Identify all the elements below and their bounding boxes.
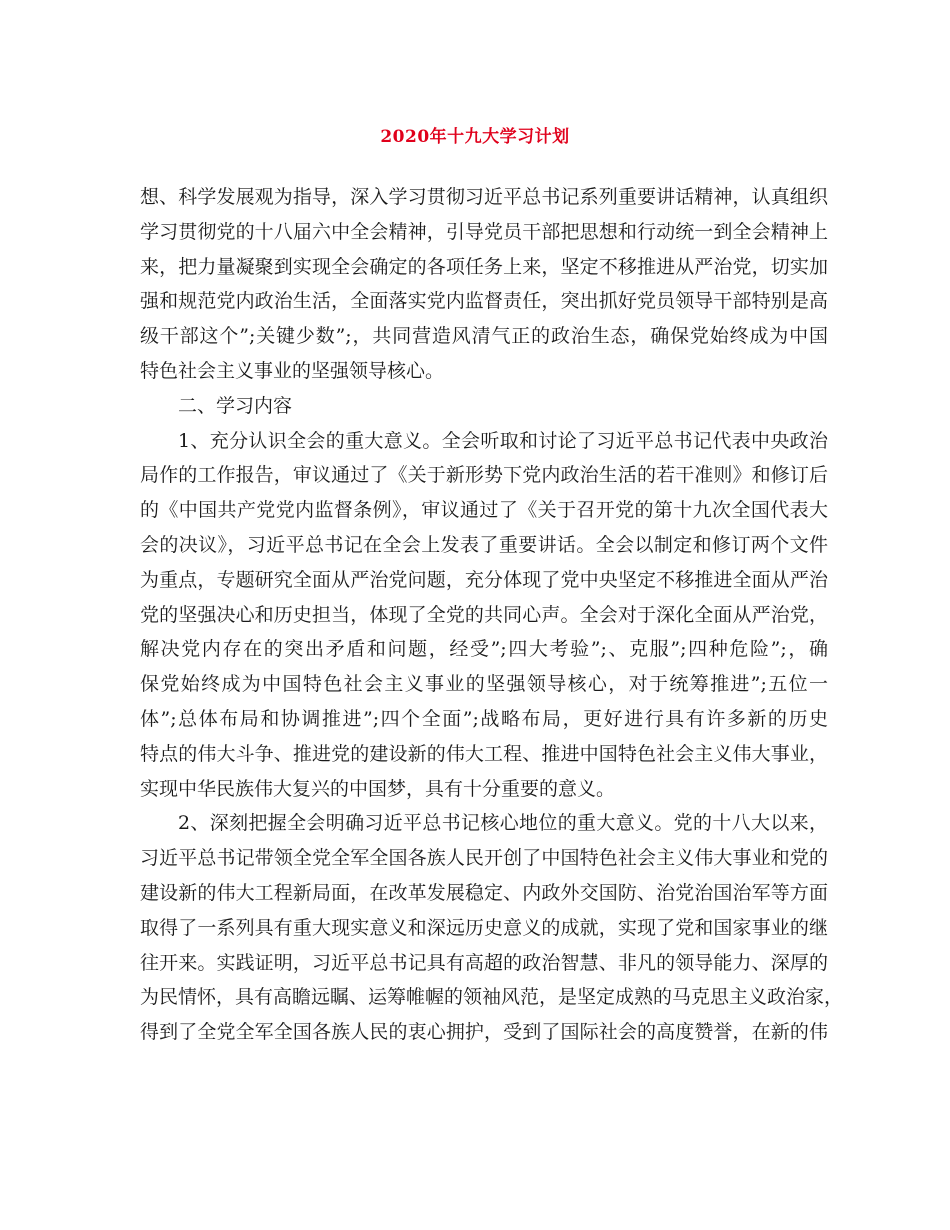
text-line: 习近平总书记带领全党全军全国各族人民开创了中国特色社会主义伟大事业和党的 [140,847,828,870]
text-line: 特点的伟大斗争、推进党的建设新的伟大工程、推进中国特色社会主义伟大事业， [140,742,828,765]
text-line: 取得了一系列具有重大现实意义和深远历史意义的成就，实现了党和国家事业的继 [140,916,828,939]
text-line: 想、科学发展观为指导，深入学习贯彻习近平总书记系列重要讲话精神，认真组织 [140,186,828,208]
text-line: 保党始终成为中国特色社会主义事业的坚强领导核心，对于统筹推进”;五位一 [140,673,828,696]
text-line: 局作的工作报告，审议通过了《关于新形势下党内政治生活的若干准则》和修订后 [140,464,828,487]
text-line: 实现中华民族伟大复兴的中国梦，具有十分重要的意义。 [140,777,616,800]
text-line: 1、充分认识全会的重大意义。全会听取和讨论了习近平总书记代表中央政治 [178,429,828,452]
text-line: 建设新的伟大工程新局面，在改革发展稳定、内政外交国防、治党治国治军等方面 [140,881,828,904]
text-line: 体”;总体布局和协调推进”;四个全面”;战略布局，更好进行具有许多新的历史 [140,707,828,730]
text-line: 级干部这个”;关键少数”;，共同营造风清气正的政治生态，确保党始终成为中国 [140,325,828,348]
text-line: 2、深刻把握全会明确习近平总书记核心地位的重大意义。党的十八大以来， [178,812,828,835]
text-line: 会的决议》，习近平总书记在全会上发表了重要讲话。全会以制定和修订两个文件 [140,533,828,556]
text-line: 解决党内存在的突出矛盾和问题，经受”;四大考验”;、克服”;四种危险”;，确 [140,638,828,661]
text-line: 特色社会主义事业的坚强领导核心。 [140,359,445,382]
text-line: 得到了全党全军全国各族人民的衷心拥护，受到了国际社会的高度赞誉，在新的伟 [140,1021,828,1044]
text-line: 二、学习内容 [178,394,293,417]
text-line: 为民情怀，具有高瞻远瞩、运筹帷幄的领袖风范，是坚定成熟的马克思主义政治家， [140,986,844,1009]
document-title: 2020年十九大学习计划 [380,127,570,147]
document-body [140,180,844,1050]
text-line: 学习贯彻党的十八届六中全会精神，引导党员干部把思想和行动统一到全会精神上 [140,220,828,243]
text-line: 为重点，专题研究全面从严治党问题，充分体现了党中央坚定不移推进全面从严治 [140,568,828,591]
text-line: 来，把力量凝聚到实现全会确定的各项任务上来，坚定不移推进从严治党，切实加 [140,255,828,278]
text-line: 的《中国共产党党内监督条例》，审议通过了《关于召开党的第十九次全国代表大 [140,499,828,522]
text-line: 强和规范党内政治生活，全面落实党内监督责任，突出抓好党员领导干部特别是高 [140,290,828,313]
text-line: 党的坚强决心和历史担当，体现了全党的共同心声。全会对于深化全面从严治党， [140,603,828,626]
text-line: 往开来。实践证明，习近平总书记具有高超的政治智慧、非凡的领导能力、深厚的 [140,951,828,974]
